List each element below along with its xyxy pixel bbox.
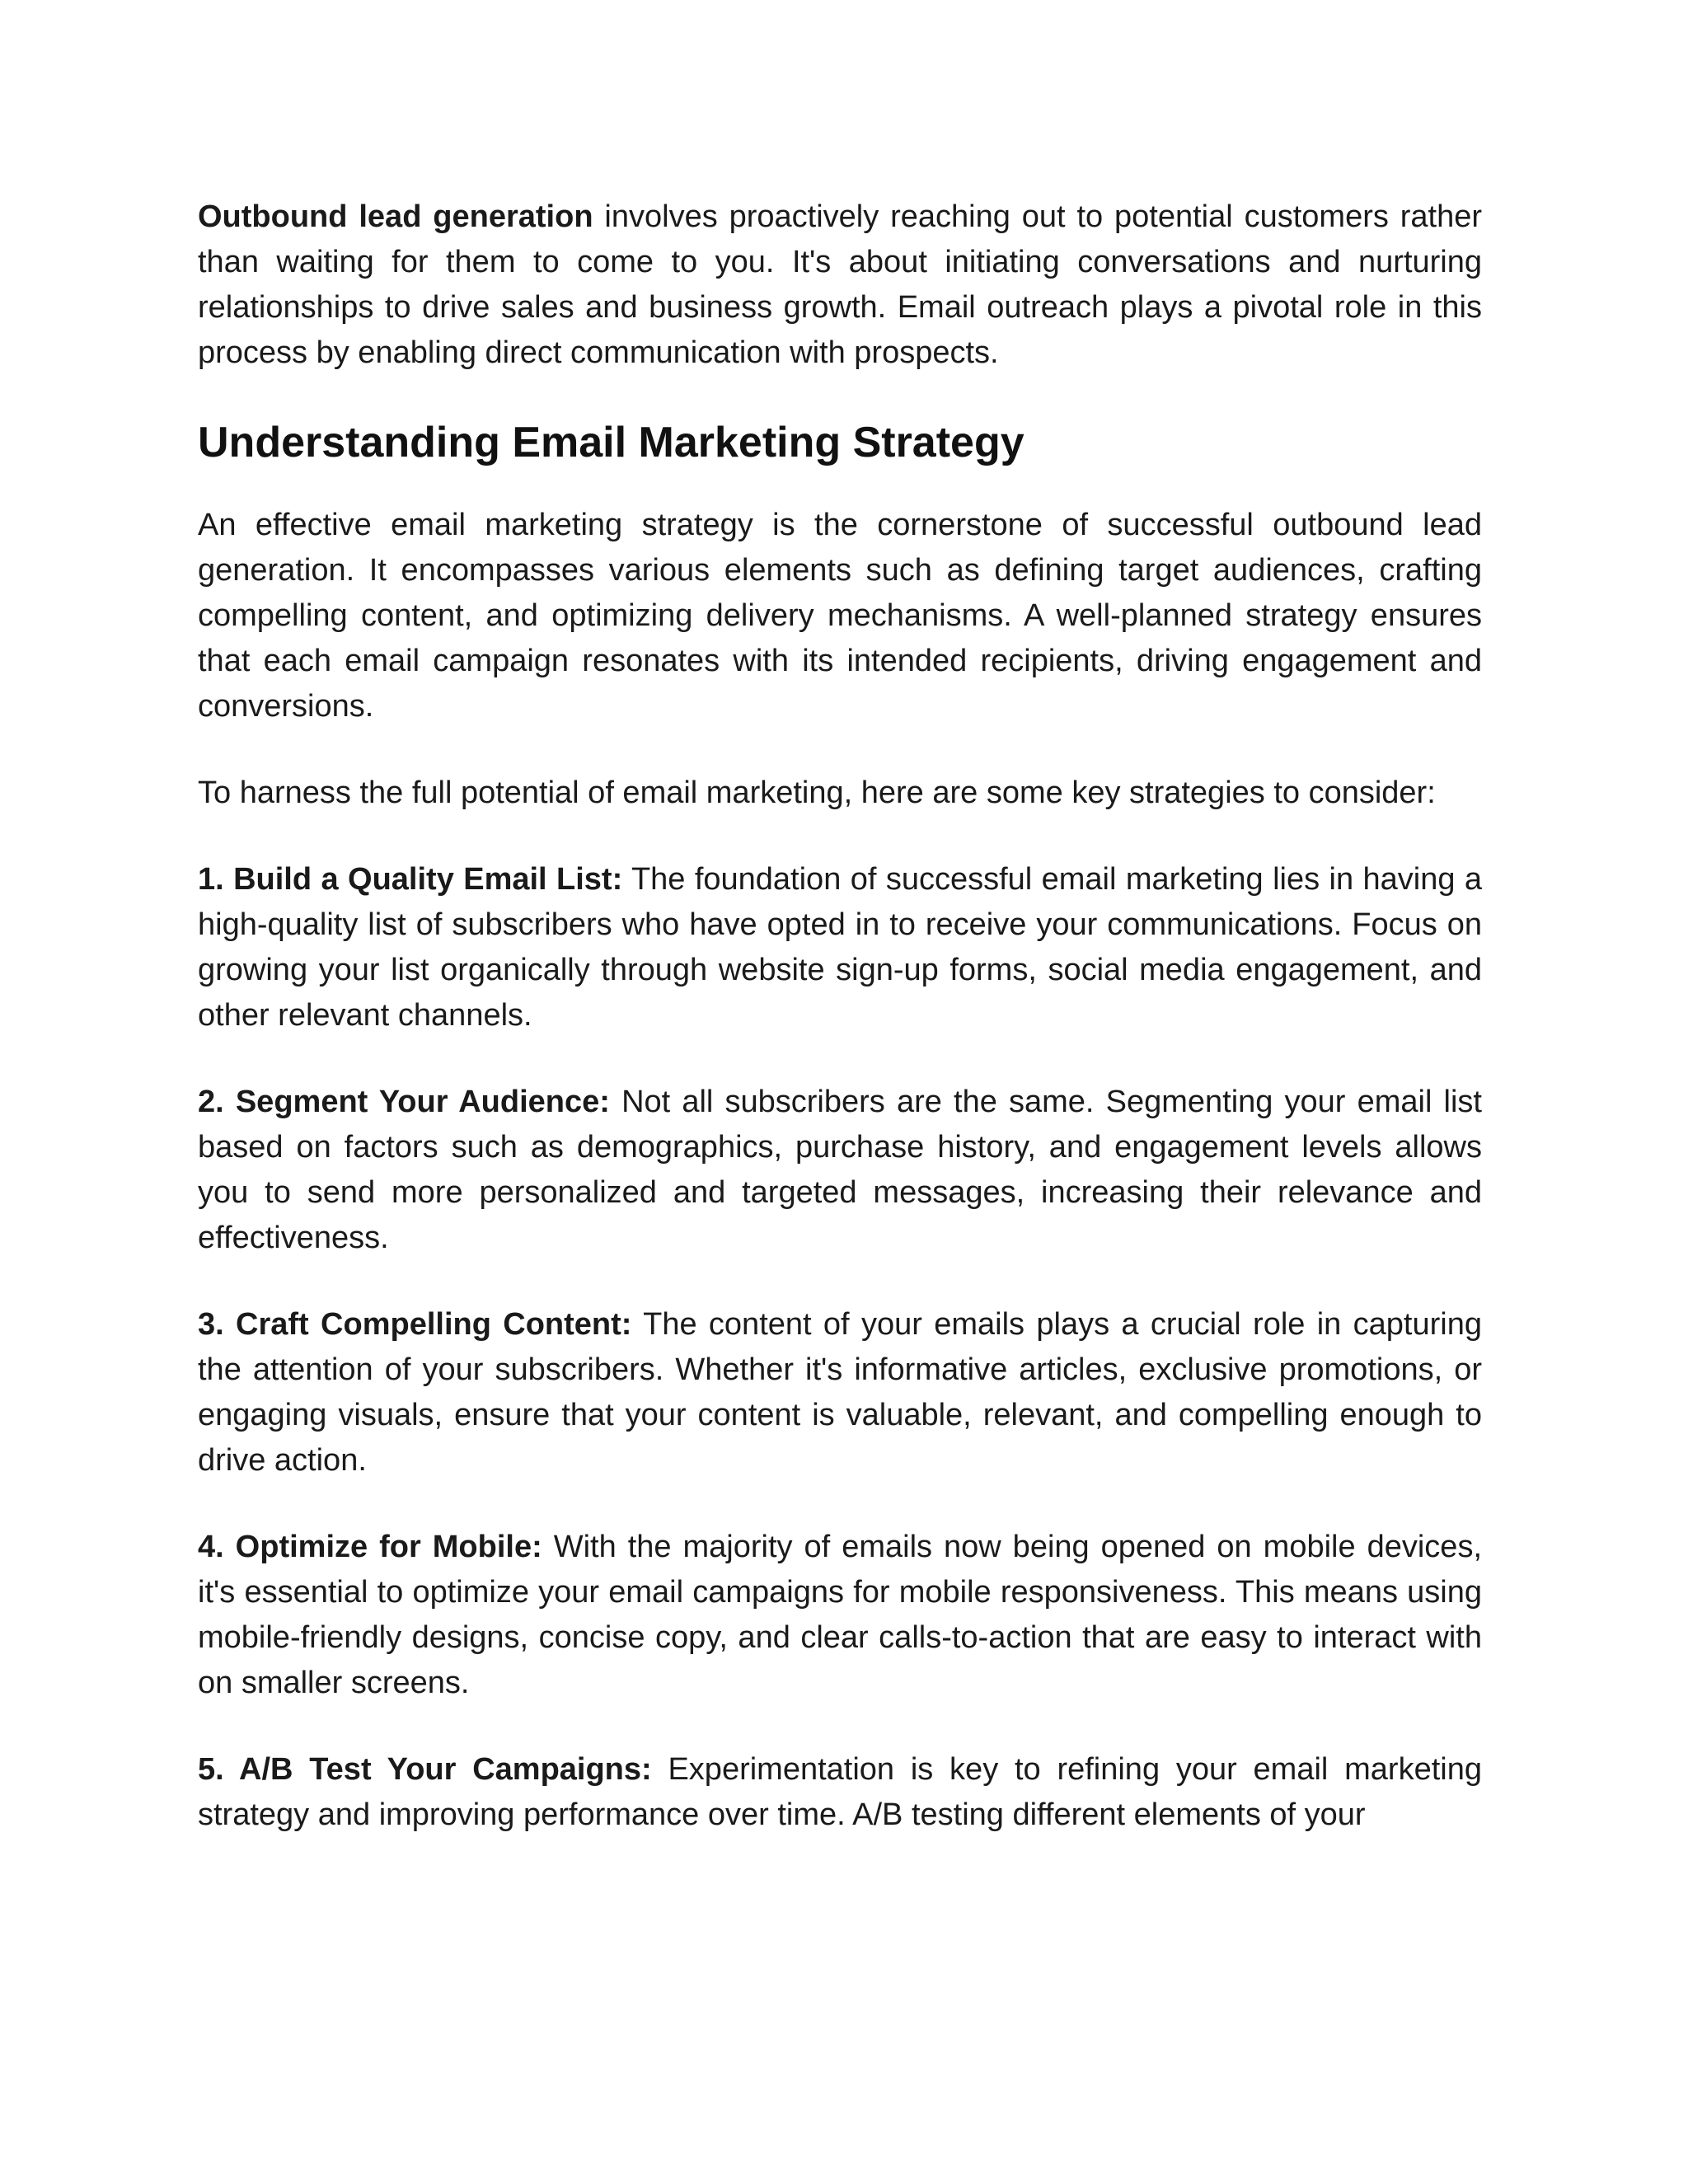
strategy-title-5: 5. A/B Test Your Campaigns: (198, 1752, 652, 1787)
intro-paragraph (198, 194, 1482, 376)
intro-lead-term: Outbound lead generation (198, 199, 593, 234)
strategy-item-4 (198, 1525, 1482, 1706)
strategy-title-2: 2. Segment Your Audience: (198, 1085, 610, 1119)
section-heading: Understanding Email Marketing Strategy (198, 419, 1025, 466)
document-page (198, 194, 1482, 1838)
strategy-item-3 (198, 1302, 1482, 1483)
strategy-text-5: Experimentation is key to refining your email marketing strategy and improving performance over time. A/B testing different elements of your (198, 1752, 1482, 1832)
strategy-title-4: 4. Optimize for Mobile: (198, 1530, 542, 1564)
section-paragraph-1: An effective email marketing strategy is the cornerstone of successful outbound lead generation. It encompasses various elements such as defining target audiences, crafting compelling content, and optimizing delivery mechanisms. A well-planned strategy ensures that each email campaign resonates with its intended recipients, driving engagement and conversions. (198, 508, 1482, 724)
strategy-text-2: Not all subscribers are the same. Segmenting your email list based on factors such as demographics, purchase history, and engagement levels allows you to send more personalized and targeted messages, increasing their relevance and effectiveness. (198, 1085, 1482, 1255)
strategy-item-2 (198, 1080, 1482, 1261)
strategy-text-3: The content of your emails plays a crucial role in capturing the attention of your subscribers. Whether it's informative articles, exclusive promotions, or engaging visuals, ensure that your content is valuable, relevant, and compelling enough to drive action. (198, 1307, 1482, 1478)
strategy-title-1: 1. Build a Quality Email List: (198, 862, 623, 897)
strategy-text-4: With the majority of emails now being opened on mobile devices, it's essential to optimize your email campaigns for mobile responsiveness. This means using mobile-friendly designs, concise copy, and clear calls-to-action that are easy to interact with on smaller screens. (198, 1530, 1483, 1700)
strategy-item-5 (198, 1747, 1482, 1838)
strategy-text-1: The foundation of successful email marketing lies in having a high-quality list of subscribers who have opted in to receive your communications. Focus on growing your list organically through website sign-up forms, social media engagement, and other relevant channels. (198, 862, 1483, 1033)
intro-text: involves proactively reaching out to potential customers rather than waiting for them to come to you. It's about initiating conversations and nurturing relationships to drive sales and business growth. Email outreach plays a pivotal role in this process by enabling direct communication with prospects. (198, 199, 1482, 370)
section-paragraph-2: To harness the full potential of email marketing, here are some key strategies to consider: (198, 776, 1436, 810)
strategy-item-1 (198, 857, 1482, 1038)
strategy-title-3: 3. Craft Compelling Content: (198, 1307, 632, 1342)
